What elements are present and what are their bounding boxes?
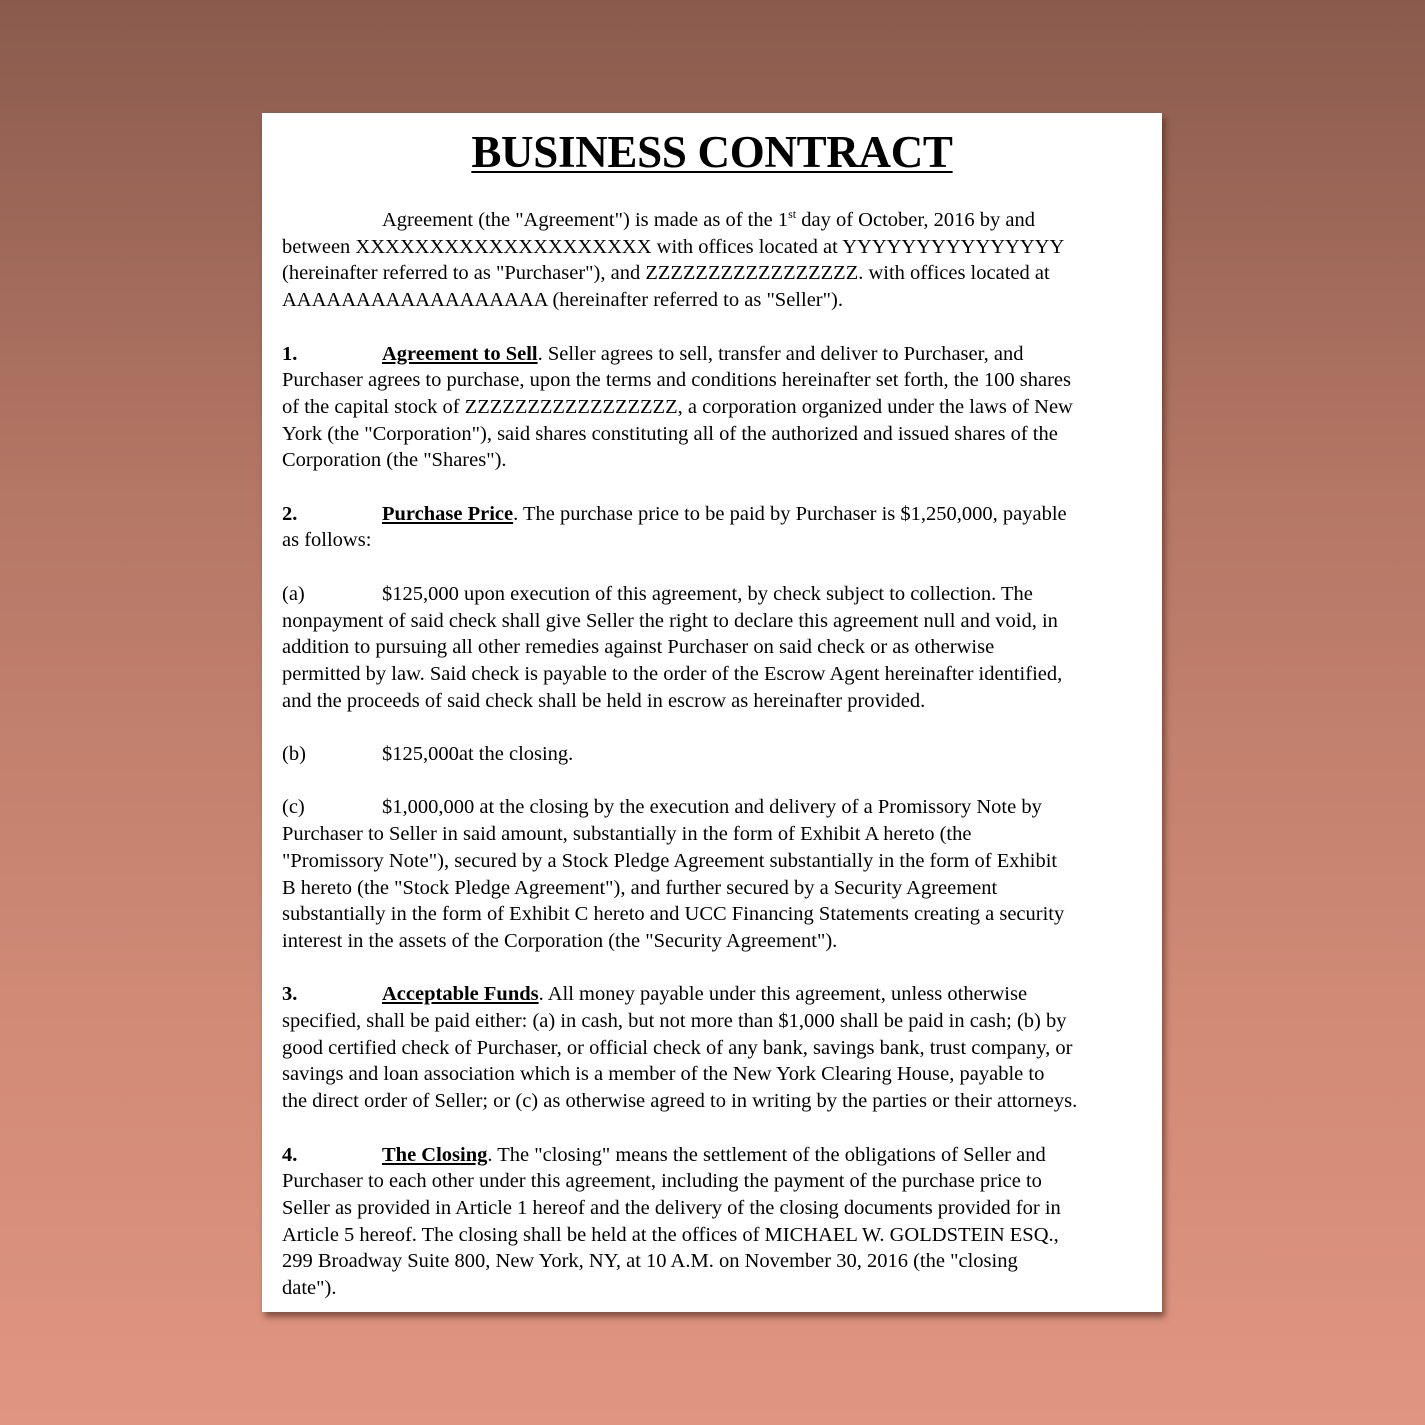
ordinal-suffix: st xyxy=(788,207,797,222)
intro-text: day of October, 2016 by and xyxy=(796,209,1035,231)
intro-text: (hereinafter referred to as "Purchaser"), and ZZZZZZZZZZZZZZZZZ. with offices located at xyxy=(282,262,1050,285)
subsection-letter: (b) xyxy=(282,743,306,765)
section-2 xyxy=(282,501,1142,554)
subsection-text: nonpayment of said check shall give Seller the right to declare this agreement null and void, in xyxy=(282,609,1058,632)
subsection-text: $1,000,000 at the closing by the execution and delivery of a Promissory Note by xyxy=(382,796,1042,819)
section-heading: The Closing xyxy=(382,1143,488,1166)
section-number: 3. xyxy=(282,983,298,1006)
subsection-text: addition to pursuing all other remedies against Purchaser on said check or as otherwise xyxy=(282,636,995,659)
intro-text: between XXXXXXXXXXXXXXXXXXXX with offices located at YYYYYYYYYYYYYYY xyxy=(282,235,1065,258)
section-text: the direct order of Seller; or (c) as otherwise agreed to in writing by the parties or their attorneys. xyxy=(282,1090,1078,1113)
subsection-letter: (c) xyxy=(282,796,305,819)
section-1 xyxy=(282,341,1142,475)
section-heading: Acceptable Funds xyxy=(382,983,539,1006)
section-text: . All money payable under this agreement, unless otherwise xyxy=(538,983,1028,1006)
section-text: . The "closing" means the settlement of the obligations of Seller and xyxy=(487,1143,1046,1166)
section-text: Purchaser agrees to purchase, upon the terms and conditions hereinafter set forth, the 100 shares xyxy=(282,369,1071,392)
subsection-text: "Promissory Note"), secured by a Stock Pledge Agreement substantially in the form of Exhibit xyxy=(282,849,1058,872)
section-number: 2. xyxy=(282,502,298,525)
section-text: Corporation (the "Shares"). xyxy=(282,449,507,472)
section-heading: Purchase Price xyxy=(382,502,514,525)
section-text: Purchaser to each other under this agreement, including the payment of the purchase price to xyxy=(282,1170,1042,1193)
section-heading: Agreement to Sell xyxy=(382,342,538,365)
section-3 xyxy=(282,981,1142,1115)
section-text: . Seller agrees to sell, transfer and deliver to Purchaser, and xyxy=(537,342,1024,365)
subsection-text: $125,000 upon execution of this agreement, by check subject to collection. The xyxy=(382,582,1033,605)
section-number: 4. xyxy=(282,1143,298,1166)
subsection-c xyxy=(282,794,1142,954)
subsection-text: permitted by law. Said check is payable to the order of the Escrow Agent hereinafter identified, xyxy=(282,662,1063,685)
subsection-text: substantially in the form of Exhibit C hereto and UCC Financing Statements creating a security xyxy=(282,903,1065,926)
document-page xyxy=(262,113,1162,1312)
section-text: as follows: xyxy=(282,529,372,552)
subsection-text: interest in the assets of the Corporation (the "Security Agreement"). xyxy=(282,929,838,952)
section-text: of the capital stock of ZZZZZZZZZZZZZZZZZ, a corporation organized under the laws of New xyxy=(282,395,1073,418)
subsection-text: B hereto (the "Stock Pledge Agreement"), and further secured by a Security Agreement xyxy=(282,876,998,899)
section-text: . The purchase price to be paid by Purchaser is $1,250,000, payable xyxy=(513,502,1067,525)
subsection-letter: (a) xyxy=(282,582,305,605)
document-title: BUSINESS CONTRACT xyxy=(471,127,953,177)
intro-text: AAAAAAAAAAAAAAAAAA (hereinafter referred to as "Seller"). xyxy=(282,289,843,312)
section-text: 299 Broadway Suite 800, New York, NY, at 10 A.M. on November 30, 2016 (the "closing xyxy=(282,1250,1018,1273)
intro-text: Agreement (the "Agreement") is made as of the 1 xyxy=(382,209,789,231)
section-text: savings and loan association which is a member of the New York Clearing House, payable to xyxy=(282,1063,1045,1086)
section-text: good certified check of Purchaser, or official check of any bank, savings bank, trust company, or xyxy=(282,1036,1073,1059)
subsection-text: and the proceeds of said check shall be held in escrow as hereinafter provided. xyxy=(282,689,926,712)
section-text: York (the "Corporation"), said shares constituting all of the authorized and issued shares of the xyxy=(282,422,1058,445)
intro-paragraph xyxy=(282,207,1142,314)
subsection-a xyxy=(282,581,1142,715)
section-text: date"). xyxy=(282,1277,337,1300)
section-4 xyxy=(282,1142,1142,1302)
section-text: specified, shall be paid either: (a) in cash, but not more than $1,000 shall be paid in cash; (b) by xyxy=(282,1010,1067,1032)
subsection-text: $125,000at the closing. xyxy=(382,743,574,765)
subsection-b xyxy=(282,741,1142,768)
section-number: 1. xyxy=(282,342,298,365)
section-text: Article 5 hereof. The closing shall be held at the offices of MICHAEL W. GOLDSTEIN ESQ., xyxy=(282,1223,1059,1246)
subsection-text: Purchaser to Seller in said amount, substantially in the form of Exhibit A hereto (the xyxy=(282,823,972,846)
section-text: Seller as provided in Article 1 hereof and the delivery of the closing documents provided for in xyxy=(282,1196,1061,1219)
